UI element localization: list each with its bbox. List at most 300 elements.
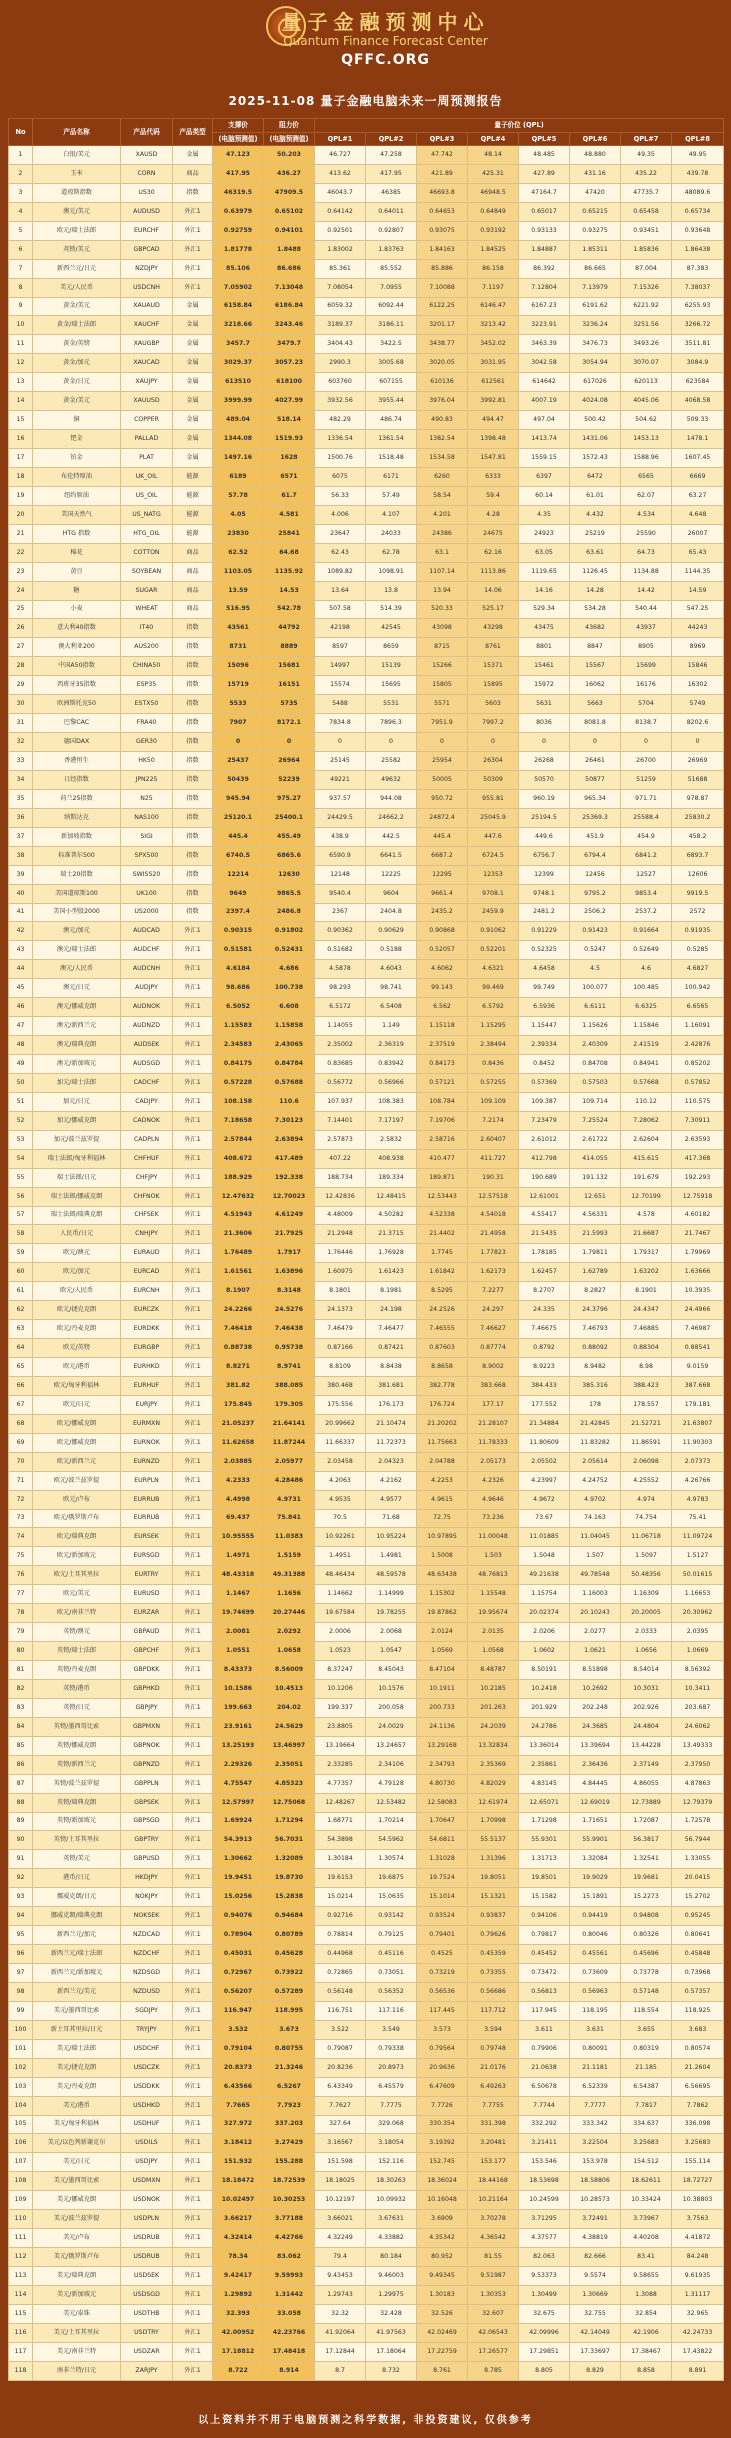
- qpl-8: 44243: [672, 619, 724, 638]
- qpl-7: 74.754: [621, 1509, 672, 1528]
- qpl-1: 8.1801: [315, 1282, 366, 1301]
- row-no: 62: [9, 1301, 33, 1320]
- qpl-5: 9.53373: [519, 2267, 570, 2286]
- qpl-1: 9540.4: [315, 884, 366, 903]
- qpl-5: 153.546: [519, 2153, 570, 2172]
- support-price: 1103.05: [213, 562, 264, 581]
- support-price: 11.62658: [213, 1433, 264, 1452]
- qpl-7: 8.858: [621, 2361, 672, 2380]
- product-code: USDNOK: [121, 2191, 173, 2210]
- qpl-1: 3932.56: [315, 392, 366, 411]
- resistance-price: 337.203: [264, 2115, 315, 2134]
- qpl-4: 21.0176: [468, 2058, 519, 2077]
- qpl-8: 63.27: [672, 486, 724, 505]
- support-price: 489.04: [213, 411, 264, 430]
- row-no: 109: [9, 2191, 33, 2210]
- table-row: [9, 1642, 724, 1661]
- product-code: FRA40: [121, 714, 173, 733]
- product-type: 外汇1: [173, 1055, 213, 1074]
- qpl-4: 383.668: [468, 1376, 519, 1395]
- qpl-8: 9919.5: [672, 884, 724, 903]
- qpl-8: 509.33: [672, 411, 724, 430]
- product-code: US30: [121, 183, 173, 202]
- forecast-table-body: [9, 146, 724, 2381]
- support-price: 12214: [213, 865, 264, 884]
- qpl-6: 0.93275: [570, 221, 621, 240]
- qpl-3: 9661.4: [417, 884, 468, 903]
- support-price: 0.56207: [213, 1982, 264, 2001]
- table-row: [9, 581, 724, 600]
- qpl-2: 57.49: [366, 486, 417, 505]
- qpl-8: 4.9783: [672, 1490, 724, 1509]
- product-code: GBPNZD: [121, 1755, 173, 1774]
- qpl-3: 12.53443: [417, 1187, 468, 1206]
- support-price: 945.94: [213, 789, 264, 808]
- qpl-1: 6059.32: [315, 297, 366, 316]
- qpl-2: 1.30574: [366, 1850, 417, 1869]
- qpl-3: 520.33: [417, 600, 468, 619]
- qpl-5: 2.61012: [519, 1130, 570, 1149]
- qpl-8: 15.2702: [672, 1888, 724, 1907]
- col-no: No: [9, 119, 33, 146]
- row-no: 112: [9, 2248, 33, 2267]
- qpl-4: 1.15548: [468, 1585, 519, 1604]
- qpl-2: 1.61423: [366, 1263, 417, 1282]
- center-name-en: Quantum Finance Forecast Center: [283, 34, 488, 48]
- qpl-3: 17.22759: [417, 2342, 468, 2361]
- row-no: 90: [9, 1831, 33, 1850]
- qpl-6: 0.91423: [570, 922, 621, 941]
- qpl-5: 0.45452: [519, 1945, 570, 1964]
- qpl-1: 937.57: [315, 789, 366, 808]
- qpl-6: 1.30669: [570, 2285, 621, 2304]
- product-name: 欧元/瑞士法郎: [33, 221, 121, 240]
- qpl-1: 7.08054: [315, 278, 366, 297]
- row-no: 31: [9, 714, 33, 733]
- product-type: 外汇1: [173, 1149, 213, 1168]
- support-price: 48.43318: [213, 1566, 264, 1585]
- qpl-3: 19.7524: [417, 1869, 468, 1888]
- qpl-2: 12.53482: [366, 1793, 417, 1812]
- qpl-5: 0.56813: [519, 1982, 570, 2001]
- qpl-3: 7.7726: [417, 2096, 468, 2115]
- qpl-5: 9748.1: [519, 884, 570, 903]
- qpl-3: 3.6909: [417, 2210, 468, 2229]
- product-type: 指数: [173, 884, 213, 903]
- qpl-1: 48.46434: [315, 1566, 366, 1585]
- product-code: CORN: [121, 164, 173, 183]
- resistance-price: 9.59993: [264, 2267, 315, 2286]
- product-name: 欧元/人民币: [33, 1282, 121, 1301]
- qpl-5: 14.16: [519, 581, 570, 600]
- table-row: [9, 1623, 724, 1642]
- qpl-3: 4.9615: [417, 1490, 468, 1509]
- resistance-price: 1135.92: [264, 562, 315, 581]
- product-name: 欧元/俄罗斯卢布: [33, 1509, 121, 1528]
- resistance-price: 1519.93: [264, 430, 315, 449]
- product-code: EURTRY: [121, 1566, 173, 1585]
- qpl-6: 965.34: [570, 789, 621, 808]
- row-no: 14: [9, 392, 33, 411]
- product-code: SGDJPY: [121, 2001, 173, 2020]
- row-no: 40: [9, 884, 33, 903]
- qpl-5: 529.34: [519, 600, 570, 619]
- qpl-8: 1.31117: [672, 2285, 724, 2304]
- product-code: UK100: [121, 884, 173, 903]
- qpl-2: 12225: [366, 865, 417, 884]
- qpl-5: 1.84887: [519, 240, 570, 259]
- qpl-5: 50570: [519, 770, 570, 789]
- product-name: 纳斯达克: [33, 808, 121, 827]
- support-price: 62.52: [213, 543, 264, 562]
- qpl-2: 32.428: [366, 2304, 417, 2323]
- qpl-3: 0.90868: [417, 922, 468, 941]
- report-header: [8, 0, 723, 118]
- qpl-5: 32.675: [519, 2304, 570, 2323]
- qpl-1: 151.598: [315, 2153, 366, 2172]
- product-type: 外汇1: [173, 960, 213, 979]
- product-name: 英镑/瑞士法郎: [33, 1642, 121, 1661]
- qpl-3: 1382.54: [417, 430, 468, 449]
- qpl-1: 0.90362: [315, 922, 366, 941]
- support-price: 4.05: [213, 505, 264, 524]
- qpl-3: 5571: [417, 695, 468, 714]
- product-code: NZDUSD: [121, 1982, 173, 2001]
- qpl-7: 6221.92: [621, 297, 672, 316]
- table-row: [9, 392, 724, 411]
- qpl-3: 12295: [417, 865, 468, 884]
- row-no: 78: [9, 1604, 33, 1623]
- row-no: 8: [9, 278, 33, 297]
- qpl-8: 3.25683: [672, 2134, 724, 2153]
- qpl-4: 0.52201: [468, 941, 519, 960]
- qpl-3: 4.80730: [417, 1774, 468, 1793]
- resistance-price: 44792: [264, 619, 315, 638]
- qpl-4: 0.56686: [468, 1982, 519, 2001]
- support-price: 381.82: [213, 1376, 264, 1395]
- qpl-5: 7.23479: [519, 1111, 570, 1130]
- resistance-price: 417.489: [264, 1149, 315, 1168]
- support-price: 188.929: [213, 1168, 264, 1187]
- qpl-1: 1336.54: [315, 430, 366, 449]
- site-url[interactable]: QFFC.ORG: [341, 52, 430, 68]
- qpl-1: 1.60975: [315, 1263, 366, 1282]
- product-type: 指数: [173, 770, 213, 789]
- qpl-6: 6.52339: [570, 2077, 621, 2096]
- product-name: 新西兰元/日元: [33, 259, 121, 278]
- row-no: 25: [9, 600, 33, 619]
- qpl-6: 4.5: [570, 960, 621, 979]
- product-name: 美元/土耳其里拉: [33, 2323, 121, 2342]
- support-price: 98.686: [213, 979, 264, 998]
- qpl-4: 1.15295: [468, 1017, 519, 1036]
- qpl-8: 9.0159: [672, 1358, 724, 1377]
- qpl-3: 6122.25: [417, 297, 468, 316]
- qpl-5: 0.65017: [519, 202, 570, 221]
- row-no: 104: [9, 2096, 33, 2115]
- product-code: SIGI: [121, 827, 173, 846]
- support-price: 0.94076: [213, 1907, 264, 1926]
- row-no: 101: [9, 2039, 33, 2058]
- resistance-price: 61.7: [264, 486, 315, 505]
- row-no: 54: [9, 1149, 33, 1168]
- qpl-7: 11.06718: [621, 1528, 672, 1547]
- table-row: [9, 1679, 724, 1698]
- support-price: 8.8271: [213, 1358, 264, 1377]
- qpl-3: 0.56536: [417, 1982, 468, 2001]
- support-price: 108.158: [213, 1092, 264, 1111]
- qpl-2: 152.116: [366, 2153, 417, 2172]
- qpl-7: 83.41: [621, 2248, 672, 2267]
- qpl-4: 6146.47: [468, 297, 519, 316]
- product-type: 外汇1: [173, 1755, 213, 1774]
- qpl-8: 0.95245: [672, 1907, 724, 1926]
- qpl-4: 0.73355: [468, 1964, 519, 1983]
- qpl-5: 449.6: [519, 827, 570, 846]
- qpl-5: 12399: [519, 865, 570, 884]
- product-code: IT40: [121, 619, 173, 638]
- product-name: 欧元/新加坡元: [33, 1547, 121, 1566]
- qpl-3: 19.87862: [417, 1604, 468, 1623]
- qpl-4: 7997.2: [468, 714, 519, 733]
- product-name: 欧元/新西兰元: [33, 1452, 121, 1471]
- table-row: [9, 2191, 724, 2210]
- qpl-1: 1.4951: [315, 1547, 366, 1566]
- product-name: 美元/人民币: [33, 278, 121, 297]
- product-name: 欧元/英镑: [33, 1339, 121, 1358]
- qpl-7: 62.07: [621, 486, 672, 505]
- support-price: 613510: [213, 373, 264, 392]
- qpl-3: 20.9636: [417, 2058, 468, 2077]
- resistance-price: 6865.6: [264, 846, 315, 865]
- qpl-5: 86.392: [519, 259, 570, 278]
- row-no: 64: [9, 1339, 33, 1358]
- qpl-3: 421.89: [417, 164, 468, 183]
- qpl-3: 9.49345: [417, 2267, 468, 2286]
- qpl-7: 47735.7: [621, 183, 672, 202]
- qpl-3: 3020.05: [417, 354, 468, 373]
- support-price: 3999.99: [213, 392, 264, 411]
- table-row: [9, 1964, 724, 1983]
- qpl-6: 49.78548: [570, 1566, 621, 1585]
- product-name: 美元/以色列新谢克尔: [33, 2134, 121, 2153]
- row-no: 111: [9, 2229, 33, 2248]
- product-type: 外汇1: [173, 1092, 213, 1111]
- qpl-6: 617026: [570, 373, 621, 392]
- qpl-6: 25369.3: [570, 808, 621, 827]
- resistance-price: 15.2838: [264, 1888, 315, 1907]
- qpl-2: 0.79125: [366, 1926, 417, 1945]
- row-no: 61: [9, 1282, 33, 1301]
- qpl-5: 0.57369: [519, 1073, 570, 1092]
- qpl-2: 3.18054: [366, 2134, 417, 2153]
- support-price: 1.69924: [213, 1812, 264, 1831]
- qpl-4: 0.91062: [468, 922, 519, 941]
- row-no: 107: [9, 2153, 33, 2172]
- resistance-price: 2.05977: [264, 1452, 315, 1471]
- resistance-price: 8.56009: [264, 1661, 315, 1680]
- resistance-price: 542.78: [264, 600, 315, 619]
- qpl-4: 1.31396: [468, 1850, 519, 1869]
- table-row: [9, 1225, 724, 1244]
- product-type: 外汇1: [173, 2229, 213, 2248]
- product-code: AUDCHF: [121, 941, 173, 960]
- product-code: US2000: [121, 903, 173, 922]
- qpl-1: 2.33285: [315, 1755, 366, 1774]
- resistance-price: 4.85323: [264, 1774, 315, 1793]
- product-code: USDILS: [121, 2134, 173, 2153]
- resistance-price: 0.80755: [264, 2039, 315, 2058]
- qpl-6: 48.880: [570, 146, 621, 165]
- qpl-3: 8715: [417, 638, 468, 657]
- qpl-6: 118.195: [570, 2001, 621, 2020]
- qpl-2: 8.732: [366, 2361, 417, 2380]
- support-price: 2397.4: [213, 903, 264, 922]
- product-name: 欧元/澳元: [33, 1244, 121, 1263]
- qpl-8: 0: [672, 733, 724, 752]
- qpl-1: 3.522: [315, 2020, 366, 2039]
- qpl-5: 8801: [519, 638, 570, 657]
- qpl-7: 20.20005: [621, 1604, 672, 1623]
- qpl-6: 2506.2: [570, 903, 621, 922]
- qpl-5: 109.387: [519, 1092, 570, 1111]
- table-row: [9, 2077, 724, 2096]
- qpl-2: 0.93142: [366, 1907, 417, 1926]
- qpl-2: 8.8438: [366, 1358, 417, 1377]
- resistance-price: 64.68: [264, 543, 315, 562]
- qpl-6: 9795.2: [570, 884, 621, 903]
- product-type: 外汇1: [173, 1717, 213, 1736]
- product-code: SWISS20: [121, 865, 173, 884]
- qpl-6: 0: [570, 733, 621, 752]
- qpl-1: 98.293: [315, 979, 366, 998]
- qpl-8: 1.79969: [672, 1244, 724, 1263]
- qpl-6: 9.5574: [570, 2267, 621, 2286]
- table-row: [9, 770, 724, 789]
- resistance-price: 21.64141: [264, 1414, 315, 1433]
- qpl-8: 42.24733: [672, 2323, 724, 2342]
- product-type: 金属: [173, 430, 213, 449]
- qpl-5: 2.05502: [519, 1452, 570, 1471]
- qpl-7: 6.6325: [621, 998, 672, 1017]
- qpl-5: 47164.7: [519, 183, 570, 202]
- qpl-4: 59.4: [468, 486, 519, 505]
- qpl-4: 11.78333: [468, 1433, 519, 1452]
- qpl-4: 612561: [468, 373, 519, 392]
- qpl-8: 3511.81: [672, 335, 724, 354]
- support-price: 57.78: [213, 486, 264, 505]
- product-type: 外汇1: [173, 1982, 213, 2001]
- qpl-6: 25219: [570, 524, 621, 543]
- row-no: 96: [9, 1945, 33, 1964]
- qpl-7: 3493.26: [621, 335, 672, 354]
- product-type: 金属: [173, 354, 213, 373]
- qpl-2: 4.2162: [366, 1471, 417, 1490]
- qpl-8: 1.72578: [672, 1812, 724, 1831]
- resistance-price: 56.7031: [264, 1831, 315, 1850]
- qpl-8: 203.687: [672, 1698, 724, 1717]
- resistance-price: 25841: [264, 524, 315, 543]
- row-no: 81: [9, 1661, 33, 1680]
- resistance-price: 0.45628: [264, 1945, 315, 1964]
- qpl-8: 1144.35: [672, 562, 724, 581]
- qpl-1: 2.03458: [315, 1452, 366, 1471]
- row-no: 59: [9, 1244, 33, 1263]
- qpl-3: 50005: [417, 770, 468, 789]
- row-no: 13: [9, 373, 33, 392]
- qpl-6: 15.1891: [570, 1888, 621, 1907]
- qpl-8: 6.56695: [672, 2077, 724, 2096]
- qpl-7: 19.9681: [621, 1869, 672, 1888]
- qpl-6: 3.631: [570, 2020, 621, 2039]
- qpl-7: 1.15846: [621, 1017, 672, 1036]
- qpl-2: 1098.91: [366, 562, 417, 581]
- qpl-3: 6.47609: [417, 2077, 468, 2096]
- qpl-4: 99.469: [468, 979, 519, 998]
- qpl-6: 42.14049: [570, 2323, 621, 2342]
- product-name: 纽约原油: [33, 486, 121, 505]
- product-type: 外汇1: [173, 1642, 213, 1661]
- row-no: 39: [9, 865, 33, 884]
- product-code: USDHKD: [121, 2096, 173, 2115]
- qpl-2: 0.87421: [366, 1339, 417, 1358]
- product-code: ESTX50: [121, 695, 173, 714]
- product-type: 外汇1: [173, 1452, 213, 1471]
- qpl-2: 117.116: [366, 2001, 417, 2020]
- product-code: GER30: [121, 733, 173, 752]
- qpl-6: 8.9482: [570, 1358, 621, 1377]
- qpl-8: 0.85202: [672, 1055, 724, 1074]
- qpl-6: 13.39694: [570, 1736, 621, 1755]
- qpl-6: 1.15626: [570, 1017, 621, 1036]
- table-row: [9, 1698, 724, 1717]
- qpl-2: 11.72373: [366, 1433, 417, 1452]
- qpl-3: 47.742: [417, 146, 468, 165]
- row-no: 58: [9, 1225, 33, 1244]
- product-name: 美元/捷克克朗: [33, 2058, 121, 2077]
- qpl-1: 70.5: [315, 1509, 366, 1528]
- product-type: 外汇1: [173, 1604, 213, 1623]
- qpl-7: 6.54387: [621, 2077, 672, 2096]
- qpl-8: 20.30962: [672, 1604, 724, 1623]
- qpl-3: 21.4402: [417, 1225, 468, 1244]
- col-support: 支撑价: [213, 119, 264, 133]
- qpl-8: 12.79379: [672, 1793, 724, 1812]
- qpl-6: 1.0621: [570, 1642, 621, 1661]
- qpl-4: 955.81: [468, 789, 519, 808]
- product-type: 外汇1: [173, 1679, 213, 1698]
- table-row: [9, 1395, 724, 1414]
- qpl-5: 4.55417: [519, 1206, 570, 1225]
- product-name: 挪威克朗/日元: [33, 1888, 121, 1907]
- row-no: 105: [9, 2115, 33, 2134]
- table-row: [9, 1604, 724, 1623]
- col-qpl-1: QPL#1: [315, 133, 366, 146]
- qpl-6: 21.5993: [570, 1225, 621, 1244]
- qpl-1: 20.99662: [315, 1414, 366, 1433]
- product-type: 外汇1: [173, 979, 213, 998]
- table-row: [9, 1130, 724, 1149]
- qpl-2: 5531: [366, 695, 417, 714]
- support-price: 1.30662: [213, 1850, 264, 1869]
- resistance-price: 1.1656: [264, 1585, 315, 1604]
- qpl-4: 2459.9: [468, 903, 519, 922]
- product-name: 英镑/丹麦克朗: [33, 1661, 121, 1680]
- table-row: [9, 1017, 724, 1036]
- qpl-6: 0.84708: [570, 1055, 621, 1074]
- row-no: 53: [9, 1130, 33, 1149]
- qpl-3: 13.29168: [417, 1736, 468, 1755]
